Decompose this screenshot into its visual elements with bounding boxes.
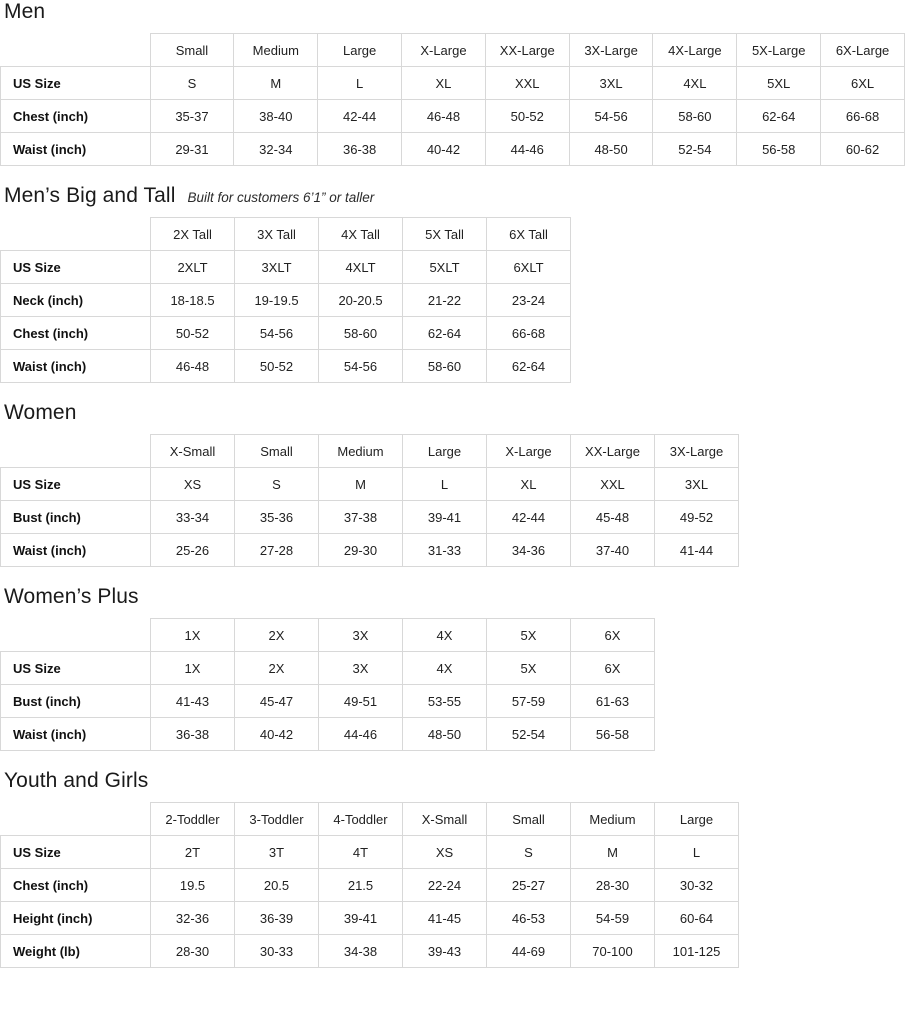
row-label: Waist (inch) (1, 718, 151, 751)
table-row (1, 284, 571, 317)
table-corner-cell (1, 435, 151, 468)
table-cell: 4XLT (319, 251, 403, 284)
row-label: US Size (1, 67, 151, 100)
column-header: 3X (319, 619, 403, 652)
column-header: XX-Large (485, 34, 569, 67)
table-cell: 37-38 (319, 501, 403, 534)
column-header: Medium (319, 435, 403, 468)
column-header: 6X (571, 619, 655, 652)
table-cell: 6XLT (487, 251, 571, 284)
table-cell: 53-55 (403, 685, 487, 718)
row-label: Weight (lb) (1, 935, 151, 968)
section-header (0, 585, 905, 618)
table-cell: 30-33 (235, 935, 319, 968)
column-header: Large (655, 803, 739, 836)
table-cell: 3XL (655, 468, 739, 501)
table-cell: 2T (151, 836, 235, 869)
table-cell: 36-38 (318, 133, 402, 166)
table-cell: 66-68 (487, 317, 571, 350)
table-row (1, 652, 655, 685)
table-cell: S (487, 836, 571, 869)
row-label: US Size (1, 251, 151, 284)
column-header: 3X Tall (235, 218, 319, 251)
table-cell: 52-54 (487, 718, 571, 751)
column-header: 4X (403, 619, 487, 652)
table-cell: 52-54 (653, 133, 737, 166)
size-table (0, 802, 739, 968)
table-cell: 19-19.5 (235, 284, 319, 317)
table-cell: 5XLT (403, 251, 487, 284)
table-cell: 19.5 (151, 869, 235, 902)
table-cell: XL (487, 468, 571, 501)
table-corner-cell (1, 803, 151, 836)
table-cell: 57-59 (487, 685, 571, 718)
row-label: Chest (inch) (1, 317, 151, 350)
column-header: 3X-Large (655, 435, 739, 468)
row-label: US Size (1, 652, 151, 685)
size-table (0, 618, 655, 751)
table-cell: 44-46 (485, 133, 569, 166)
table-row (1, 67, 905, 100)
table-cell: XL (402, 67, 486, 100)
section-header (0, 769, 905, 802)
table-cell: M (319, 468, 403, 501)
column-header: 5X (487, 619, 571, 652)
table-header-row (1, 435, 739, 468)
size-section (0, 769, 905, 968)
table-row (1, 869, 739, 902)
table-cell: 46-48 (402, 100, 486, 133)
size-section (0, 184, 905, 383)
table-cell: 29-31 (150, 133, 234, 166)
column-header: Small (487, 803, 571, 836)
table-cell: 25-27 (487, 869, 571, 902)
table-corner-cell (1, 619, 151, 652)
section-title: Youth and Girls (4, 769, 149, 793)
table-cell: 48-50 (569, 133, 653, 166)
size-section (0, 585, 905, 751)
size-section (0, 401, 905, 567)
table-cell: 49-51 (319, 685, 403, 718)
column-header: XX-Large (571, 435, 655, 468)
table-cell: 20.5 (235, 869, 319, 902)
table-cell: 42-44 (318, 100, 402, 133)
table-cell: S (235, 468, 319, 501)
row-label: Neck (inch) (1, 284, 151, 317)
table-cell: 3XL (569, 67, 653, 100)
section-title: Women’s Plus (4, 585, 139, 609)
column-header: Small (150, 34, 234, 67)
column-header: 4X-Large (653, 34, 737, 67)
section-title: Men (4, 0, 46, 23)
row-label: Waist (inch) (1, 534, 151, 567)
table-cell: 61-63 (571, 685, 655, 718)
table-cell: L (403, 468, 487, 501)
table-row (1, 317, 571, 350)
table-cell: 41-43 (151, 685, 235, 718)
size-section (0, 0, 905, 166)
table-cell: 62-64 (737, 100, 821, 133)
table-row (1, 468, 739, 501)
table-cell: 58-60 (403, 350, 487, 383)
table-cell: 4X (403, 652, 487, 685)
table-cell: 40-42 (235, 718, 319, 751)
table-row (1, 534, 739, 567)
table-cell: 58-60 (319, 317, 403, 350)
table-cell: 42-44 (487, 501, 571, 534)
section-header (0, 184, 905, 217)
table-cell: 6XL (821, 67, 905, 100)
column-header: 3-Toddler (235, 803, 319, 836)
table-cell: 56-58 (571, 718, 655, 751)
table-cell: 28-30 (571, 869, 655, 902)
section-header (0, 401, 905, 434)
table-cell: 54-56 (319, 350, 403, 383)
table-cell: L (655, 836, 739, 869)
table-cell: 29-30 (319, 534, 403, 567)
table-row (1, 251, 571, 284)
table-cell: 39-43 (403, 935, 487, 968)
row-label: US Size (1, 836, 151, 869)
table-cell: 44-46 (319, 718, 403, 751)
table-cell: 45-48 (571, 501, 655, 534)
table-cell: XXL (571, 468, 655, 501)
table-cell: 28-30 (151, 935, 235, 968)
table-cell: 35-37 (150, 100, 234, 133)
table-cell: 44-69 (487, 935, 571, 968)
section-header (0, 0, 905, 33)
table-cell: XS (151, 468, 235, 501)
row-label: Bust (inch) (1, 501, 151, 534)
table-cell: 41-45 (403, 902, 487, 935)
column-header: Large (403, 435, 487, 468)
column-header: X-Large (402, 34, 486, 67)
table-cell: 25-26 (151, 534, 235, 567)
table-cell: 2X (235, 652, 319, 685)
table-row (1, 133, 905, 166)
table-cell: 32-34 (234, 133, 318, 166)
column-header: X-Large (487, 435, 571, 468)
column-header: 2-Toddler (151, 803, 235, 836)
table-cell: 30-32 (655, 869, 739, 902)
size-table (0, 434, 739, 567)
table-cell: 48-50 (403, 718, 487, 751)
table-cell: 58-60 (653, 100, 737, 133)
section-note: Built for customers 6’1” or taller (187, 190, 375, 206)
table-row (1, 100, 905, 133)
table-cell: S (150, 67, 234, 100)
column-header: 5X-Large (737, 34, 821, 67)
size-table (0, 33, 905, 166)
table-corner-cell (1, 218, 151, 251)
table-cell: 6X (571, 652, 655, 685)
table-cell: 4T (319, 836, 403, 869)
table-cell: 23-24 (487, 284, 571, 317)
table-row (1, 501, 739, 534)
table-row (1, 836, 739, 869)
table-cell: 5XL (737, 67, 821, 100)
table-row (1, 350, 571, 383)
size-table (0, 217, 571, 383)
section-title: Women (4, 401, 77, 425)
section-title: Men’s Big and Tall (4, 184, 176, 208)
table-cell: 20-20.5 (319, 284, 403, 317)
table-cell: 62-64 (403, 317, 487, 350)
table-cell: XXL (485, 67, 569, 100)
column-header: Small (235, 435, 319, 468)
column-header: 2X (235, 619, 319, 652)
column-header: Large (318, 34, 402, 67)
table-cell: 1X (151, 652, 235, 685)
table-cell: L (318, 67, 402, 100)
row-label: Chest (inch) (1, 100, 151, 133)
row-label: Height (inch) (1, 902, 151, 935)
table-cell: 40-42 (402, 133, 486, 166)
column-header: 6X Tall (487, 218, 571, 251)
table-row (1, 685, 655, 718)
table-cell: 5X (487, 652, 571, 685)
table-cell: 21.5 (319, 869, 403, 902)
table-cell: 36-39 (235, 902, 319, 935)
table-cell: 46-48 (151, 350, 235, 383)
table-cell: M (234, 67, 318, 100)
table-cell: XS (403, 836, 487, 869)
table-row (1, 935, 739, 968)
column-header: 4-Toddler (319, 803, 403, 836)
row-label: Waist (inch) (1, 350, 151, 383)
column-header: Medium (571, 803, 655, 836)
table-cell: 38-40 (234, 100, 318, 133)
table-cell: 3XLT (235, 251, 319, 284)
table-header-row (1, 34, 905, 67)
table-cell: 41-44 (655, 534, 739, 567)
table-cell: 22-24 (403, 869, 487, 902)
table-cell: 50-52 (485, 100, 569, 133)
table-cell: 2XLT (151, 251, 235, 284)
column-header: 1X (151, 619, 235, 652)
table-cell: M (571, 836, 655, 869)
table-corner-cell (1, 34, 151, 67)
table-cell: 46-53 (487, 902, 571, 935)
table-cell: 32-36 (151, 902, 235, 935)
table-header-row (1, 803, 739, 836)
column-header: 5X Tall (403, 218, 487, 251)
table-cell: 54-56 (235, 317, 319, 350)
table-cell: 50-52 (151, 317, 235, 350)
table-cell: 34-36 (487, 534, 571, 567)
table-cell: 60-64 (655, 902, 739, 935)
column-header: 2X Tall (151, 218, 235, 251)
table-cell: 34-38 (319, 935, 403, 968)
row-label: Waist (inch) (1, 133, 151, 166)
row-label: Chest (inch) (1, 869, 151, 902)
table-cell: 39-41 (403, 501, 487, 534)
table-row (1, 902, 739, 935)
table-cell: 18-18.5 (151, 284, 235, 317)
table-cell: 50-52 (235, 350, 319, 383)
table-cell: 70-100 (571, 935, 655, 968)
table-cell: 60-62 (821, 133, 905, 166)
table-cell: 45-47 (235, 685, 319, 718)
row-label: Bust (inch) (1, 685, 151, 718)
table-cell: 66-68 (821, 100, 905, 133)
row-label: US Size (1, 468, 151, 501)
table-cell: 35-36 (235, 501, 319, 534)
table-cell: 33-34 (151, 501, 235, 534)
table-cell: 56-58 (737, 133, 821, 166)
table-cell: 39-41 (319, 902, 403, 935)
table-cell: 21-22 (403, 284, 487, 317)
table-cell: 37-40 (571, 534, 655, 567)
column-header: Medium (234, 34, 318, 67)
table-cell: 49-52 (655, 501, 739, 534)
column-header: 4X Tall (319, 218, 403, 251)
table-cell: 27-28 (235, 534, 319, 567)
table-cell: 54-56 (569, 100, 653, 133)
table-row (1, 718, 655, 751)
table-cell: 4XL (653, 67, 737, 100)
table-header-row (1, 218, 571, 251)
table-cell: 3X (319, 652, 403, 685)
table-cell: 36-38 (151, 718, 235, 751)
column-header: X-Small (403, 803, 487, 836)
table-cell: 101-125 (655, 935, 739, 968)
column-header: X-Small (151, 435, 235, 468)
table-cell: 54-59 (571, 902, 655, 935)
column-header: 6X-Large (821, 34, 905, 67)
table-cell: 62-64 (487, 350, 571, 383)
table-cell: 31-33 (403, 534, 487, 567)
table-header-row (1, 619, 655, 652)
column-header: 3X-Large (569, 34, 653, 67)
table-cell: 3T (235, 836, 319, 869)
